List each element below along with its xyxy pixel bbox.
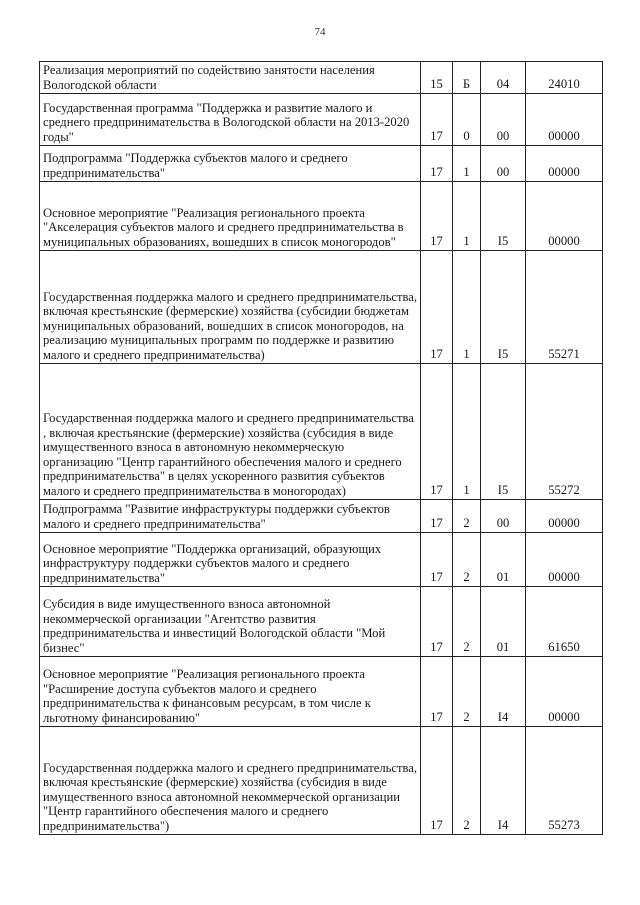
- table-row: [40, 182, 603, 251]
- code-direction: 55271: [526, 251, 603, 364]
- code-subprogram: Б: [453, 62, 481, 94]
- code-subprogram: 2: [453, 657, 481, 727]
- row-name: Основное мероприятие "Реализация регионального проекта "Расширение доступа субъектов малого и среднего предпринимательства к финансовым ресурсам, в том числе к льготному финансированию": [40, 657, 421, 727]
- code-event: 04: [481, 62, 526, 94]
- table-row: [40, 533, 603, 587]
- code-program: 17: [421, 657, 453, 727]
- table-row: [40, 364, 603, 500]
- code-direction: 00000: [526, 657, 603, 727]
- table-row: [40, 251, 603, 364]
- code-program: 17: [421, 94, 453, 146]
- code-event: 00: [481, 94, 526, 146]
- table-row: [40, 62, 603, 94]
- code-direction: 24010: [526, 62, 603, 94]
- code-event: I5: [481, 182, 526, 251]
- code-event: 01: [481, 533, 526, 587]
- row-name: Подпрограмма "Развитие инфраструктуры поддержки субъектов малого и среднего предпринимательства": [40, 500, 421, 533]
- code-program: 15: [421, 62, 453, 94]
- row-name: Основное мероприятие "Поддержка организаций, образующих инфраструктуру поддержки субъектов малого и среднего предпринимательства": [40, 533, 421, 587]
- table-row: [40, 727, 603, 835]
- row-name: Государственная поддержка малого и среднего предпринимательства, включая крестьянские (фермерские) хозяйства (субсидии бюджетам муниципальных образований, вошедших в список моногородов, на реализацию муниципальных программ по поддержке и развитию малого и среднего предпринимательства): [40, 251, 421, 364]
- code-program: 17: [421, 533, 453, 587]
- row-name: Основное мероприятие "Реализация регионального проекта "Акселерация субъектов малого и среднего предпринимательства в муниципальных образованиях, вошедших в список моногородов": [40, 182, 421, 251]
- table-row: [40, 94, 603, 146]
- row-name: Государственная поддержка малого и среднего предпринимательства, включая крестьянские (фермерские) хозяйства (субсидия в виде имущественного взноса автономной некоммерческой организации "Центр гарантийного обеспечения малого и среднего предпринимательства"): [40, 727, 421, 835]
- code-program: 17: [421, 182, 453, 251]
- row-name: Субсидия в виде имущественного взноса автономной некоммерческой организации "Агентство развития предпринимательства и инвестиций Вологодской области "Мой бизнес": [40, 587, 421, 657]
- code-subprogram: 1: [453, 364, 481, 500]
- row-name: Государственная программа "Поддержка и развитие малого и среднего предпринимательства в Вологодской области на 2013-2020 годы": [40, 94, 421, 146]
- code-program: 17: [421, 251, 453, 364]
- table-row: [40, 587, 603, 657]
- table-row: [40, 657, 603, 727]
- code-direction: 00000: [526, 94, 603, 146]
- code-direction: 61650: [526, 587, 603, 657]
- code-event: 00: [481, 500, 526, 533]
- code-program: 17: [421, 364, 453, 500]
- table-row: [40, 146, 603, 182]
- code-direction: 00000: [526, 533, 603, 587]
- code-event: I5: [481, 364, 526, 500]
- code-direction: 55272: [526, 364, 603, 500]
- page-number: 74: [314, 26, 326, 38]
- code-subprogram: 1: [453, 251, 481, 364]
- code-event: 01: [481, 587, 526, 657]
- code-direction: 00000: [526, 182, 603, 251]
- code-event: I4: [481, 727, 526, 835]
- code-subprogram: 2: [453, 533, 481, 587]
- row-name: Реализация мероприятий по содействию занятости населения Вологодской области: [40, 62, 421, 94]
- code-direction: 55273: [526, 727, 603, 835]
- code-program: 17: [421, 727, 453, 835]
- code-direction: 00000: [526, 146, 603, 182]
- code-event: 00: [481, 146, 526, 182]
- code-program: 17: [421, 146, 453, 182]
- table-row: [40, 500, 603, 533]
- row-name: Подпрограмма "Поддержка субъектов малого и среднего предпринимательства": [40, 146, 421, 182]
- code-program: 17: [421, 500, 453, 533]
- code-subprogram: 1: [453, 182, 481, 251]
- code-subprogram: 2: [453, 727, 481, 835]
- code-event: I5: [481, 251, 526, 364]
- code-direction: 00000: [526, 500, 603, 533]
- code-subprogram: 1: [453, 146, 481, 182]
- row-name: Государственная поддержка малого и среднего предпринимательства , включая крестьянские (фермерские) хозяйства (субсидия в виде имущественного взноса в автономную некоммерческую организацию "Центр гарантийного обеспечения малого и среднего предпринимательства" в целях ускоренного развития субъектов малого и среднего предпринимательства в моногородах): [40, 364, 421, 500]
- code-subprogram: 2: [453, 587, 481, 657]
- code-program: 17: [421, 587, 453, 657]
- code-subprogram: 2: [453, 500, 481, 533]
- budget-classification-table: [39, 61, 603, 835]
- code-event: I4: [481, 657, 526, 727]
- code-subprogram: 0: [453, 94, 481, 146]
